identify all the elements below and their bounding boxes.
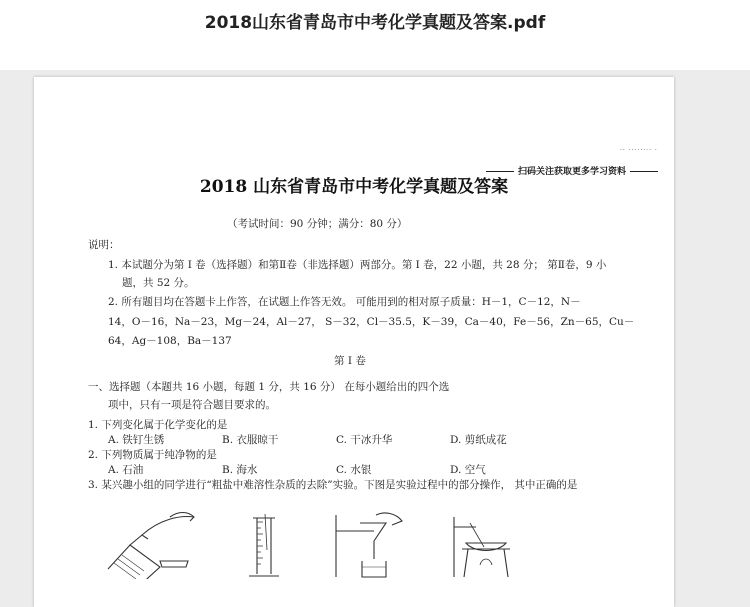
qr-note-text: 扫码关注获取更多学习资料	[518, 167, 627, 177]
pdf-page	[34, 77, 674, 607]
viewer-top-bar	[0, 0, 750, 70]
q1-stem: 1. 下列变化属于化学变化的是	[88, 419, 228, 431]
note2-line3: 64，Ag－108，Ba－137	[108, 335, 232, 347]
q2-option-c: C. 水银	[336, 464, 372, 476]
q1-option-c: C. 干冰升华	[336, 434, 393, 446]
note2-line1: 2. 所有题目均在答题卡上作答，在试题上作答无效。 可能用到的相对原子质量：H－1，C－12，N－	[108, 296, 581, 308]
experiment-figure-a	[100, 509, 200, 579]
q2-option-a: A. 石油	[108, 464, 144, 476]
q1-option-b: B. 衣服晾干	[222, 434, 279, 446]
file-title: 2018山东省青岛市中考化学真题及答案.pdf	[204, 13, 546, 33]
part1-line2: 项中，只有一项是符合题目要求的。	[108, 399, 276, 411]
q1-option-a: A. 铁钉生锈	[108, 434, 165, 446]
q2-stem: 2. 下列物质属于纯净物的是	[88, 449, 217, 461]
paper-title: 2018 山东省青岛市中考化学真题及答案	[199, 177, 509, 197]
experiment-figure-d	[446, 513, 526, 579]
note1-line2: 题，共 52 分。	[122, 277, 195, 289]
q3-stem: 3. 某兴趣小组的同学进行“粗盐中难溶性杂质的去除”实验。下图是实验过程中的部分操作， 其中正确的是	[88, 479, 578, 491]
q2-option-d: D. 空气	[450, 464, 486, 476]
q2-option-b: B. 海水	[222, 464, 258, 476]
experiment-figure-b	[239, 510, 289, 580]
section-title: 第 I 卷	[334, 355, 366, 367]
note1-line1: 1. 本试题分为第 I 卷（选择题）和第Ⅱ卷（非选择题）两部分。第 I 卷，22 小题，共 28 分； 第Ⅱ卷，9 小	[108, 259, 607, 271]
instructions-label: 说明：	[88, 239, 120, 251]
part1-line1: 一、选择题（本题共 16 小题，每题 1 分，共 16 分） 在每小题给出的四个选	[88, 381, 450, 393]
exam-info: （考试时间：90 分钟；满分：80 分）	[227, 218, 408, 230]
note2-line2: 14，O－16，Na－23，Mg－24，Al－27， S－32，Cl－35.5，K－39，Ca－40，Fe－56，Zn－65，Cu－	[108, 316, 635, 328]
q1-option-d: D. 剪纸成花	[450, 434, 507, 446]
corner-mark: ·· ········ ·	[620, 147, 658, 154]
experiment-figure-c	[330, 509, 410, 579]
